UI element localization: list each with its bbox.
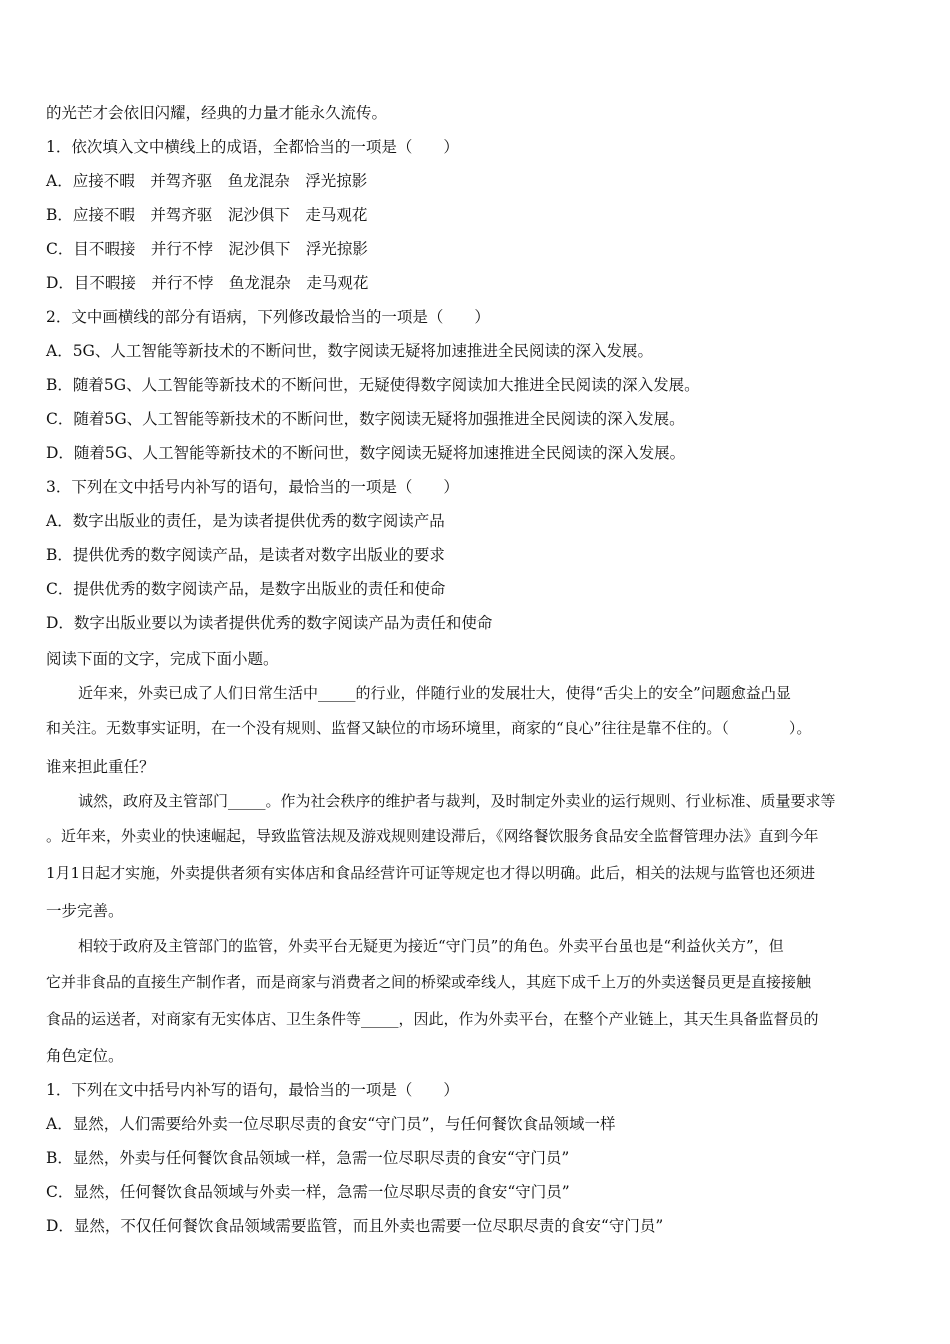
question-3-stem: 3．下列在文中括号内补写的语句，最恰当的一项是（ ） [46, 478, 459, 496]
passage-question-1-option-b: B．显然，外卖与任何餐饮食品领域一样，急需一位尽职尽责的食安“守门员” [46, 1149, 570, 1167]
passage-paragraph-1-line-1: 近年来，外卖已成了人们日常生活中_____的行业，伴随行业的发展壮大，使得“舌尖上的安全”问题愈益凸显 [78, 684, 791, 702]
passage-paragraph-2-line-1: 诚然，政府及主管部门_____。作为社会秩序的维护者与裁判，及时制定外卖业的运行规则、行业标准、质量要求等 [78, 792, 836, 810]
passage-paragraph-3-line-4: 角色定位。 [46, 1047, 124, 1065]
reading-instruction: 阅读下面的文字，完成下面小题。 [46, 650, 279, 668]
question-2-option-a: A．5G、人工智能等新技术的不断问世，数字阅读无疑将加速推进全民阅读的深入发展。 [46, 342, 653, 360]
passage-paragraph-3-line-2: 它并非食品的直接生产制作者，而是商家与消费者之间的桥梁或牵线人，其庭下成千上万的外卖送餐员更是直接接触 [46, 973, 812, 991]
passage-paragraph-2-line-3: 1月1日起才实施，外卖提供者须有实体店和食品经营许可证等规定也才得以明确。此后，相关的法规与监管也还须进 [46, 864, 816, 882]
passage-question-1-option-a: A．显然，人们需要给外卖一位尽职尽责的食安“守门员”，与任何餐饮食品领域一样 [46, 1115, 616, 1133]
passage-paragraph-2-line-2: 。近年来，外卖业的快速崛起，导致监管法规及游戏规则建设滞后，《网络餐饮服务食品安全监督管理办法》直到今年 [46, 827, 819, 845]
passage-paragraph-1-line-2: 和关注。无数事实证明，在一个没有规则、监督又缺位的市场环境里，商家的“良心”往往是靠不住的。（ ）。 [46, 719, 812, 737]
question-2-option-b: B．随着5G、人工智能等新技术的不断问世，无疑使得数字阅读加大推进全民阅读的深入发展。 [46, 376, 700, 394]
passage-question-1-option-c: C．显然，任何餐饮食品领域与外卖一样，急需一位尽职尽责的食安“守门员” [46, 1183, 570, 1201]
passage-paragraph-3-line-1: 相较于政府及主管部门的监管，外卖平台无疑更为接近“守门员”的角色。外卖平台虽也是“利益伙关方”，但 [78, 937, 784, 955]
question-3-option-b: B．提供优秀的数字阅读产品，是读者对数字出版业的要求 [46, 546, 445, 564]
question-3-option-c: C．提供优秀的数字阅读产品，是数字出版业的责任和使命 [46, 580, 446, 598]
question-2-option-d: D．随着5G、人工智能等新技术的不断问世，数字阅读无疑将加速推进全民阅读的深入发展。 [46, 444, 686, 462]
question-3-option-d: D．数字出版业要以为读者提供优秀的数字阅读产品为责任和使命 [46, 614, 493, 632]
question-2-option-c: C．随着5G、人工智能等新技术的不断问世，数字阅读无疑将加强推进全民阅读的深入发展。 [46, 410, 685, 428]
passage-paragraph-2-line-4: 一步完善。 [46, 902, 124, 920]
question-1-stem: 1．依次填入文中横线上的成语，全都恰当的一项是（ ） [46, 138, 459, 156]
passage-paragraph-1-line-3: 谁来担此重任？ [46, 758, 155, 776]
question-3-option-a: A．数字出版业的责任，是为读者提供优秀的数字阅读产品 [46, 512, 445, 530]
question-2-stem: 2．文中画横线的部分有语病，下列修改最恰当的一项是（ ） [46, 308, 490, 326]
passage-question-1-stem: 1．下列在文中括号内补写的语句，最恰当的一项是（ ） [46, 1081, 459, 1099]
question-1-option-a: A．应接不暇 并驾齐驱 鱼龙混杂 浮光掠影 [46, 172, 368, 190]
question-1-option-d: D．目不暇接 并行不悖 鱼龙混杂 走马观花 [46, 274, 369, 292]
question-1-option-b: B．应接不暇 并驾齐驱 泥沙俱下 走马观花 [46, 206, 368, 224]
passage-paragraph-3-line-3: 食品的运送者，对商家有无实体店、卫生条件等_____，因此，作为外卖平台，在整个产业链上，其天生具备监督员的 [46, 1010, 819, 1028]
passage-question-1-option-d: D．显然，不仅任何餐饮食品领域需要监管，而且外卖也需要一位尽职尽责的食安“守门员” [46, 1217, 664, 1235]
passage-end-line: 的光芒才会依旧闪耀，经典的力量才能永久流传。 [46, 104, 388, 122]
question-1-option-c: C．目不暇接 并行不悖 泥沙俱下 浮光掠影 [46, 240, 368, 258]
